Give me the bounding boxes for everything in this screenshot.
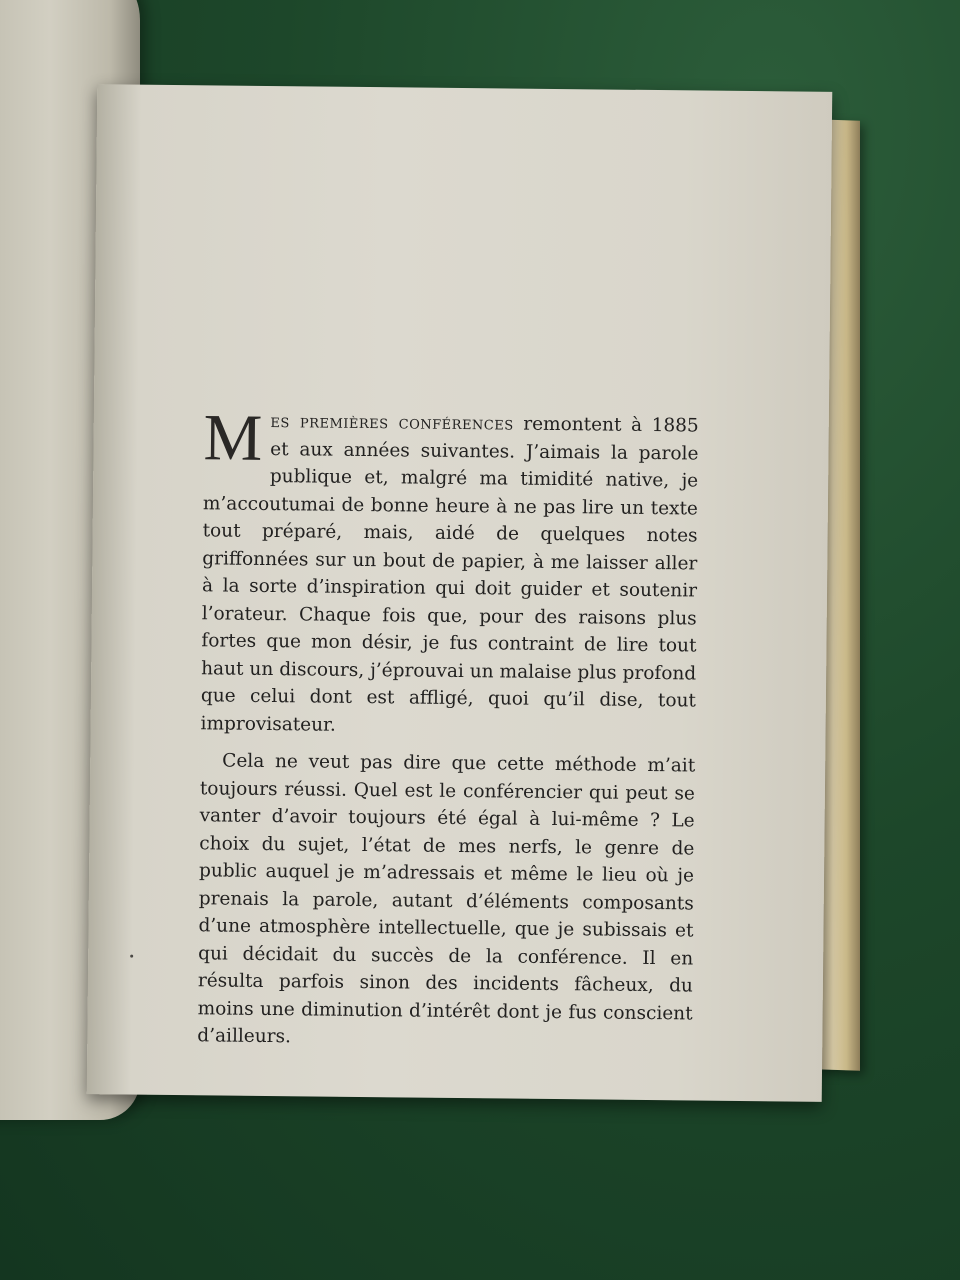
paper-speck xyxy=(130,955,133,958)
book-page xyxy=(87,84,833,1102)
lead-small-caps: es premières conférences xyxy=(270,411,514,435)
paragraph-1 xyxy=(200,401,699,742)
paragraph-2: Cela ne veut pas dire que cette méthode m’ait toujours réussi. Quel est le conférencier qui peut se vanter d’avoir toujours été égal à lui-même ? Le choix du sujet, l’état de mes nerfs, le genre de public auquel je m’adressais et même le lieu où je prenais la parole, autant d’éléments composants d’une atmosphère intellectuelle, que je subissais et qui décidait du succès de la conférence. Il en résulta parfois sinon des incidents fâcheux, du moins une diminution d’intérêt dont je fus conscient d’ailleurs. xyxy=(197,750,696,1048)
page-text xyxy=(197,401,699,1055)
drop-cap: M xyxy=(203,401,263,475)
paragraph-1-text: remontent à 1885 et aux années suivantes. J’aimais la parole publique et, malgré ma timidité native, je m’accoutumai de bonne heure à ne pas lire un texte tout préparé, mais, aidé de quelques notes griffonnées sur un bout de papier, à me laisser aller à la sorte d’inspiration qui doit guider et soutenir l’orateur. Chaque fois que, pour des raisons plus fortes que mon désir, je fus contraint de lire tout haut un discours, j’éprouvai un malaise plus profond que celui dont est affligé, quoi qu’il dise, tout improvisateur. xyxy=(200,413,699,736)
